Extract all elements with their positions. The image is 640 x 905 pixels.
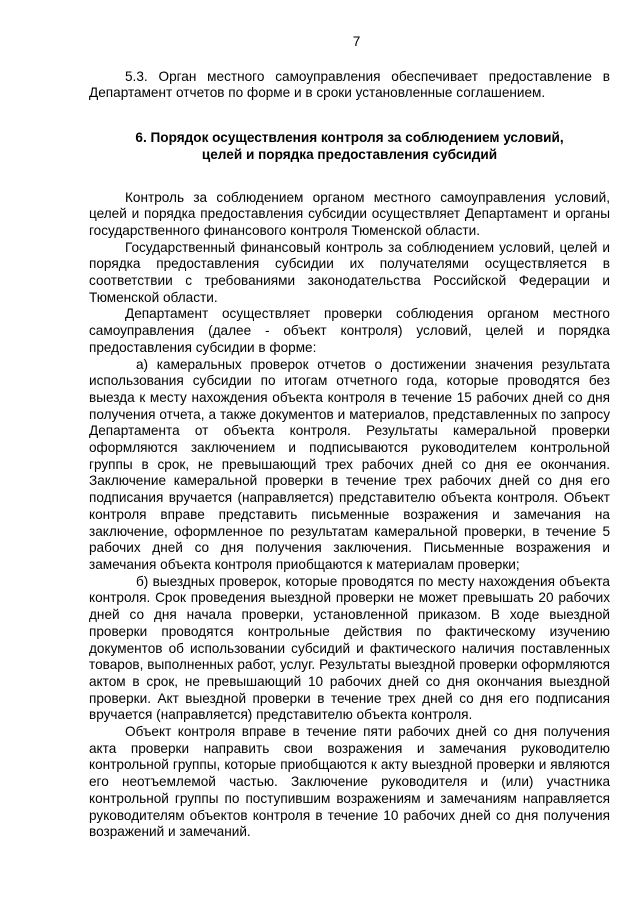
paragraph-desk-inspections: а) камеральных проверок отчетов о достижении значения результата использования субсидии по итогам отчетного года, которые проводятся без выезда к месту нахождения объекта контроля в течение 15 рабочих дней со дня получения отчета, а также документов и материалов, представленных по запросу Департамента от объекта контроля. Результаты камеральной проверки оформляются заключением и подписываются руководителем контрольной группы в срок, не превышающий трех рабочих дней со дня ее окончания. Заключение камеральной проверки в течение трех рабочих дней со дня его подписания вручается (направляется) представителю объекта контроля. Объект контроля вправе представить письменные возражения и замечания на заключение, оформленное по результатам камеральной проверки, в течение 5 рабочих дней со дня получения заключения. Письменные возражения и замечания объекта контроля приобщаются к материалам проверки; bbox=[89, 356, 610, 572]
paragraph-inspection-forms: Департамент осуществляет проверки соблюдения органом местного самоуправления (далее - объект контроля) условий, целей и порядка предоставления субсидии в форме: bbox=[89, 306, 610, 355]
paragraph-5-3: 5.3. Орган местного самоуправления обеспечивает предоставление в Департамент отчетов по форме и в сроки установленные соглашением. bbox=[89, 68, 610, 101]
paragraph-field-inspections: б) выездных проверок, которые проводятся по месту нахождения объекта контроля. Срок проведения выездной проверки не может превышать 20 рабочих дней со дня начала проверки, установленной приказом. В ходе выездной проверки проводятся контрольные действия по фактическому изучению документов об использовании субсидий и фактического наличия поставленных товаров, выполненных работ, услуг. Результаты выездной проверки оформляются актом в срок, не превышающий 10 рабочих дней со дня окончания выездной проверки. Акт выездной проверки в течение трех дней со дня его подписания вручается (направляется) представителю объекта контроля. bbox=[89, 573, 610, 723]
paragraph-objections: Объект контроля вправе в течение пяти рабочих дней со дня получения акта проверки направить свои возражения и замечания руководителю контрольной группы, которые приобщаются к акту выездной проверки и являются его неотъемлемой частью. Заключение руководителя и (или) участника контрольной группы по поступившим возражениям и замечаниям направляется руководителям объектов контроля в течение 10 рабочих дней со дня получения возражений и замечаний. bbox=[89, 724, 610, 840]
page-number: 7 bbox=[352, 34, 361, 49]
paragraph-control-overview: Контроль за соблюдением органом местного самоуправления условий, целей и порядка предоставления субсидии осуществляет Департамент и органы государственного финансового контроля Тюменской области. bbox=[89, 189, 610, 238]
section-heading: 6. Порядок осуществления контроля за соблюдением условий, целей и порядка предоставления субсидий bbox=[135, 130, 564, 162]
paragraph-state-financial-control: Государственный финансовый контроль за соблюдением условий, целей и порядка предоставления субсидии их получателями осуществляется в соответствии с требованиями законодательства Российской Федерации и Тюменской области. bbox=[89, 239, 610, 305]
